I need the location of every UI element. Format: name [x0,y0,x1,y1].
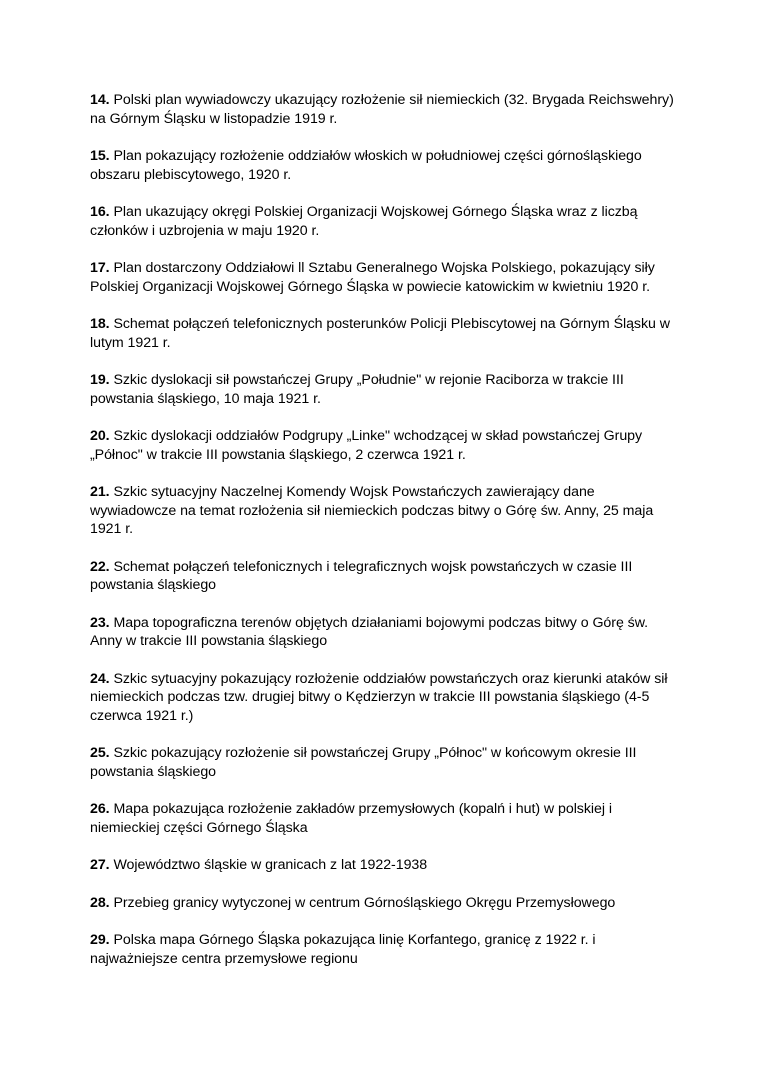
entry-number: 20. [90,428,110,444]
entry-text: Szkic dyslokacji sił powstańczej Grupy „Południe" w rejonie Raciborza w trakcie III powstania śląskiego, 10 maja 1921 r. [90,372,624,407]
entry-text: Szkic dyslokacji oddziałów Podgrupy „Linke" wchodzącej w skład powstańczej Grupy „Północ" w trakcie III powstania śląskiego, 2 czerwca 1921 r. [90,428,643,463]
entry-number: 27. [90,857,110,873]
entry-number: 24. [90,670,110,687]
list-item [90,894,680,913]
entry-text: Schemat połączeń telefonicznych i telegraficznych wojsk powstańczych w czasie III powstania śląskiego [90,558,633,593]
entry-number: 22. [90,558,110,575]
list-item [90,371,680,408]
entry-text: Plan ukazujący okręgi Polskiej Organizacji Wojskowej Górnego Śląska wraz z liczbą członków i uzbrojenia w maju 1920 r. [90,204,638,239]
entry-text: Plan dostarczony Oddziałowi ll Sztabu Generalnego Wojska Polskiego, pokazujący siły Polskiej Organizacji Wojskowej Górnego Śląska w powiecie katowickim w kwietniu 1920 r. [90,260,655,295]
entry-number: 28. [90,894,110,911]
entry-text: Szkic sytuacyjny pokazujący rozłożenie oddziałów powstańczych oraz kierunki ataków sił niemieckich podczas tzw. drugiej bitwy o Kędzierzyn w trakcie III powstania śląskiego (4-5 czerwca 1921 r.) [90,670,668,724]
entry-number: 19. [90,372,110,388]
entry-text: Schemat połączeń telefonicznych posterunków Policji Plebiscytowej na Górnym Śląsku w lutym 1921 r. [90,316,670,351]
list-item [90,259,680,296]
list-item [90,614,680,651]
entry-text: Przebieg granicy wytyczonej w centrum Górnośląskiego Okręgu Przemysłowego [109,894,616,911]
entry-number: 17. [90,260,110,276]
list-item [90,315,680,352]
entry-number: 16. [90,204,110,220]
entry-text: Polski plan wywiadowczy ukazujący rozłożenie sił niemieckich (32. Brygada Reichswehry) na Górnym Śląsku w listopadzie 1919 r. [90,92,674,127]
entry-text: Mapa pokazująca rozłożenie zakładów przemysłowych (kopalń i hut) w polskiej i niemieckiej części Górnego Śląska [90,801,612,836]
entry-number: 15. [90,148,110,164]
entry-number: 18. [90,316,110,332]
entry-text: Mapa topograficzna terenów objętych działaniami bojowymi podczas bitwy o Górę św. Anny w trakcie III powstania śląskiego [90,614,649,649]
entry-number: 14. [90,92,110,108]
entry-number: 26. [90,801,110,817]
list-item [90,670,680,726]
entry-text: Szkic sytuacyjny Naczelnej Komendy Wojsk Powstańczych zawierający dane wywiadowcze na temat rozłożenia sił niemieckich podczas bitwy o Górę św. Anny, 25 maja 1921 r. [90,484,654,537]
entry-number: 29. [90,932,110,948]
entry-text: Województwo śląskie w granicach z lat 1922-1938 [109,857,428,873]
entry-text: Plan pokazujący rozłożenie oddziałów włoskich w południowej części górnośląskiego obszaru plebiscytowego, 1920 r. [90,148,642,183]
list-item [90,91,680,128]
entry-number: 25. [90,745,110,761]
list-item [90,744,680,781]
entry-number: 23. [90,614,110,631]
list-item [90,147,680,184]
list-item [90,558,680,595]
entry-number: 21. [90,484,110,500]
list-item [90,483,680,539]
list-item [90,856,680,875]
document-page [90,91,680,987]
list-item [90,800,680,837]
list-item [90,931,680,968]
list-item [90,427,680,464]
entry-text: Polska mapa Górnego Śląska pokazująca linię Korfantego, granicę z 1922 r. i najważniejsze centra przemysłowe regionu [90,932,596,967]
list-item [90,203,680,240]
entry-text: Szkic pokazujący rozłożenie sił powstańczej Grupy „Północ" w końcowym okresie III powstania śląskiego [90,745,637,780]
